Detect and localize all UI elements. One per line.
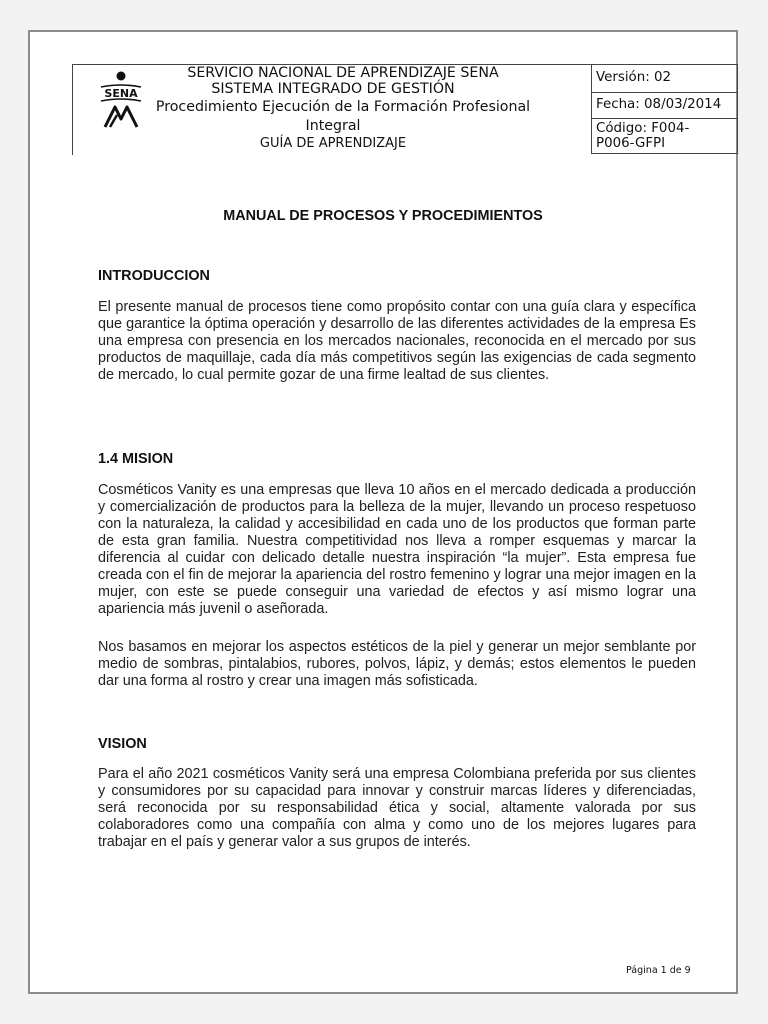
mission-paragraph: Cosméticos Vanity es una empresas que lleva 10 años en el mercado dedicada a producción y comercialización de productos para la belleza de la mujer, llevando un proceso respetuoso con la naturaleza, la calidad y accesibilidad en cada uno de los productos que forman parte de esta gran familia. Nuestra competitividad nos lleva a romper esquemas y marcar la diferencia al cuidar con delicado detalle nuestra inspiración “la mujer”. Esta empresa fue creada con el fin de mejorar la apariencia del rostro femenino y lograr una mejor imagen en la mujer, con este se puede conseguir una variedad de efectos y así mismo lograr una apariencia más juvenil o aseñorada. — [98, 482, 696, 617]
intro-paragraph: El presente manual de procesos tiene como propósito contar con una guía clara y específica que garantice la óptima operación y desarrollo de las diferentes actividades de la empresa Es una empresa con presencia en los mercados nacionales, reconocida en el mercado por sus productos de maquillaje, cada día más competitivos según las exigencias de cada segmento de mercado, lo cual permite gozar de una firme lealtad de sus clientes. — [98, 299, 696, 383]
document-title: MANUAL DE PROCESOS Y PROCEDIMIENTOS — [223, 208, 543, 224]
vision-paragraph: Para el año 2021 cosméticos Vanity será una empresa Colombiana preferida por sus clientes y consumidores por su capacidad para innovar y construir marcas líderes y diferenciadas, será reconocida por su responsabilidad ética y social, altamente valorada por sus colaboradores como una compañía con alma y como uno de los mejores lugares para trabajar en el país y generar valor a sus grupos de interés. — [98, 766, 696, 850]
header-procedure-line2: Integral — [305, 118, 361, 134]
document-header — [72, 64, 738, 154]
date-cell: Fecha: 08/03/2014 — [592, 93, 737, 119]
vision-heading: VISION — [98, 736, 147, 752]
header-system-name: SISTEMA INTEGRADO DE GESTIÓN — [211, 81, 455, 97]
mission-heading: 1.4 MISION — [98, 451, 174, 467]
svg-text:SENA: SENA — [104, 87, 138, 100]
header-doc-type: GUÍA DE APRENDIZAJE — [259, 136, 407, 151]
header-meta-table — [591, 64, 738, 154]
document-page — [28, 30, 738, 994]
header-title-block — [72, 64, 593, 155]
header-procedure-line1: Procedimiento Ejecución de la Formación Profesional — [155, 99, 531, 115]
header-org-name: SERVICIO NACIONAL DE APRENDIZAJE SENA — [187, 65, 499, 81]
code-line-2: P006-GFPI — [596, 136, 666, 151]
code-cell — [592, 119, 737, 153]
page-number: Página 1 de 9 — [626, 965, 691, 976]
intro-heading: INTRODUCCION — [98, 268, 210, 284]
version-cell: Versión: 02 — [592, 65, 737, 93]
code-line-1: Código: F004- — [596, 121, 690, 136]
mission-paragraph: Nos basamos en mejorar los aspectos estéticos de la piel y generar un mejor semblante por medio de sombras, pintalabios, rubores, polvos, lápiz, y demás; estos elementos le pueden dar una forma al rostro y crear una imagen más sofisticada. — [98, 639, 696, 689]
